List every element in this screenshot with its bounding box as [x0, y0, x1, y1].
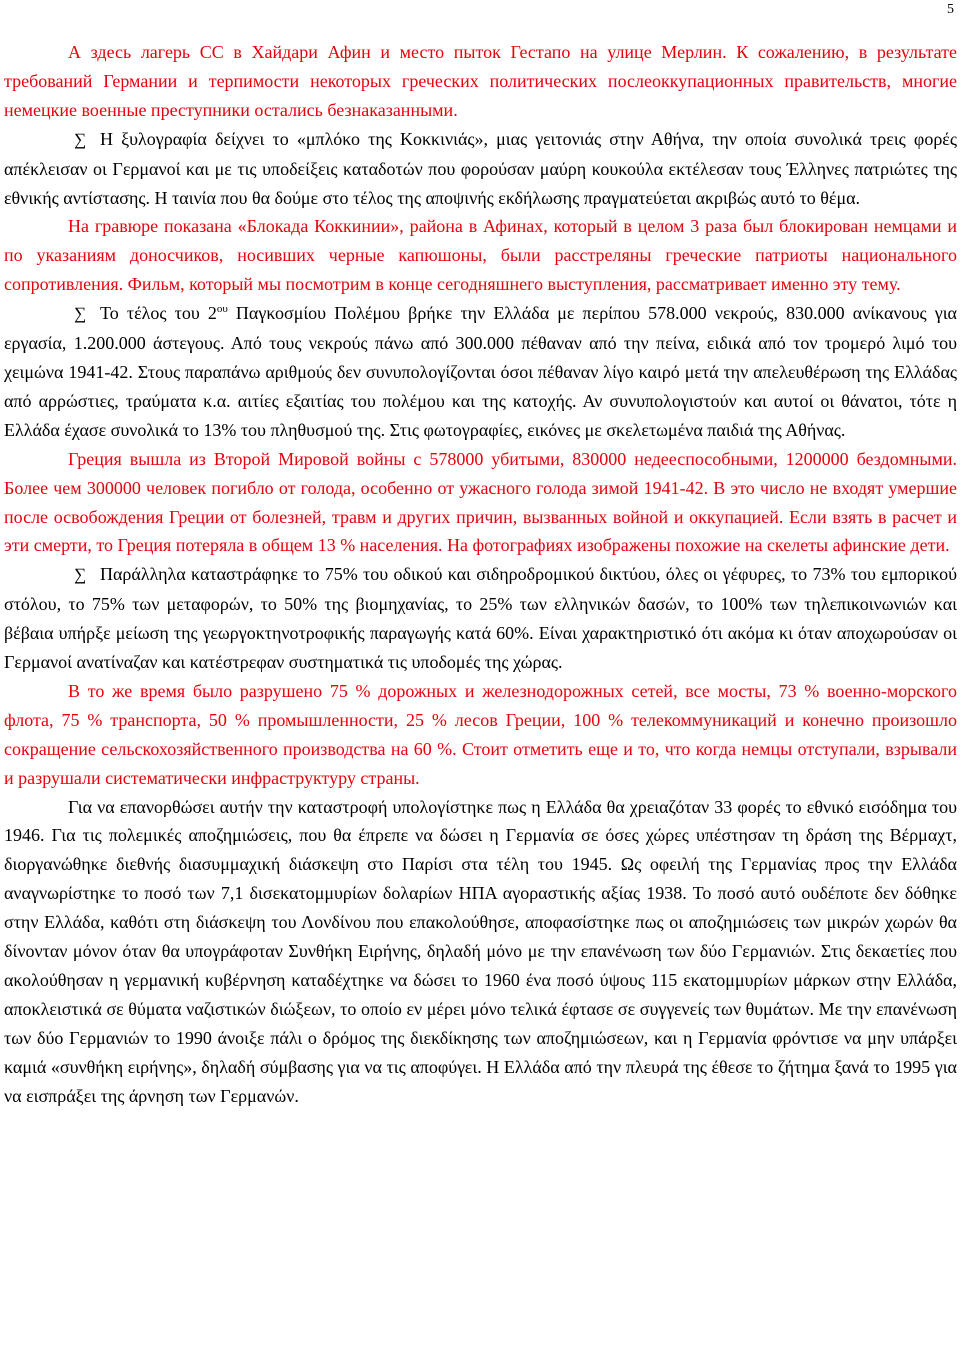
- document-body: [4, 38, 957, 1111]
- paragraph-russian-infrastructure: В то же время было разрушено 75 % дорожных и железнодорожных сетей, все мосты, 73 % военно-морского флота, 75 % транспорта, 50 % промышленности, 25 % лесов Греции, 100 % телекоммуникаций и конечно произошло сокращение сельскохозяйственного производства на 60 %. Стоит отметить еще и то, что когда немцы отступали, взрывали и разрушали систематически инфраструктуру страны.: [4, 680, 957, 788]
- paragraph-text-rest: Παγκοσμίου Πολέμου βρήκε την Ελλάδα με περίπου 578.000 νεκρούς, 830.000 ανίκανους για εργασία, 1.200.000 άστεγους. Από τους νεκρούς πάνω από 300.000 πέθαναν από την πείνα, ειδικά από τον τρομερό λιμό του χειμώνα 1941-42. Στους παραπάνω αριθμούς δεν συνυπολογίζονται όσοι πέθαναν λίγο καιρό μετά την απελευθέρωση της Ελλάδας από αρρώστιες, τραύματα κ.α. αιτίες εξαιτίας του πολέμου και της κατοχής. Αν συνυπολογιστούν και αυτοί οι θάνατοι, τότε η Ελλάδα έχασε συνολικά το 13% του πληθυσμού της. Στις φωτογραφίες, εικόνες με σκελετωμένα παιδιά της Αθήνας.: [4, 303, 957, 440]
- paragraph-russian-casualties: Греция вышла из Второй Мировой войны с 578000 убитыми, 830000 недееспособными, 1200000 бездомными. Более чем 300000 человек погибло от голода, особенно от ужасного голода зимой 1941-42. В это число не входят умершие после освобождения Греции от болезней, травм и других причин, вызванных войной и оккупацией. Если взять в расчет и эти смерти, то Греция потеряла в общем 13 % населения. На фотографиях изображены похожие на скелеты афинские дети.: [4, 448, 957, 556]
- bullet-sigma-icon: ∑: [74, 304, 87, 324]
- page-number: 5: [947, 2, 954, 17]
- ordinal-superscript: ου: [216, 303, 228, 316]
- bullet-sigma-icon: ∑: [74, 565, 87, 585]
- paragraph-greek-reparations: Για να επανορθώσει αυτήν την καταστροφή υπολογίστηκε πως η Ελλάδα θα χρειαζόταν 33 φορές το εθνικό εισόδημα του 1946. Για τις πολεμικές αποζημιώσεις, που θα έπρεπε να δώσει η Γερμανία σε όσες χώρες υπέστησαν τη δράση της Βέρμαχτ, διοργανώθηκε διεθνής διασυμμαχική διάσκεψη στο Παρίσι στα τέλη του 1945. Ως οφειλή της Γερμανίας προς την Ελλάδα αναγνωρίστηκε το ποσό των 7,1 δισεκατομμυρίων δολαρίων ΗΠΑ αγοραστικής αξίας 1938. Το ποσό αυτό ουδέποτε δεν δόθηκε στην Ελλάδα, καθότι στη διάσκεψη του Λονδίνου που επακολούθησε, αποφασίστηκε πως οι αποζημιώσεις των μικρών χωρών θα δίνονταν μόνον όταν θα υπογράφοταν Συνθήκη Ειρήνης, δηλαδή μόνο με την επανένωση των δύο Γερμανιών. Στις δεκαετίες που ακολούθησαν η γερμανική κυβέρνηση καταδέχτηκε να δώσει το 1960 ένα ποσό ύψους 115 εκατομμυρίων μάρκων στην Ελλάδα, αποκλειστικά σε θύματα ναζιστικών διώξεων, το οποίο εν μέρει μόνο τελικά έφτασε σε συγγενείς των θυμάτων. Με την επανένωση των δύο Γερμανιών το 1990 άνοιξε πάλι ο δρόμος της διεκδίκησης των αποζημιώσεων, και η Γερμανία φρόντισε να μην υπάρξει καμιά «συνθήκη ειρήνης», δηλαδή σύμβασης για να τις αποφύγει. Η Ελλάδα από την πλευρά της έθεσε το ζήτημα ξανά το 1995 για να εισπράξει της άρνηση των Γερμανών.: [4, 796, 957, 1106]
- paragraph-greek-kokkinia: [4, 125, 957, 213]
- paragraph-russian-haidari: А здесь лагерь СС в Хайдари Афин и место пыток Гестапо на улице Мерлин. К сожалению, в результате требований Германии и терпимости некоторых греческих политических послеоккупационных правительств, многие немецкие военные преступники остались безнаказанными.: [4, 42, 957, 120]
- paragraph-russian-kokkinia: На гравюре показана «Блокада Коккинии», района в Афинах, который в целом 3 раза был блокирован немцами и по указаниям доносчиков, носивших черные капюшоны, были расстреляны греческие патриоты национального сопротивления. Фильм, который мы посмотрим в конце сегодняшнего выступления, рассматривает именно эту тему.: [4, 216, 957, 295]
- paragraph-greek-casualties: [4, 299, 957, 445]
- paragraph-greek-infrastructure: [4, 560, 957, 677]
- paragraph-text: Παράλληλα καταστράφηκε το 75% του οδικού και σιδηροδρομικού δικτύου, όλες οι γέφυρες, το 73% του εμπορικού στόλου, το 75% των μεταφορών, το 50% της βιομηχανίας, το 25% των ελληνικών δασών, το 100% των τηλεπικοινωνιών και βέβαια υπήρξε μείωση της γεωργοκτηνοτροφικής παραγωγής κατά 60%. Είναι χαρακτηριστικό ότι ακόμα κι όταν αποχωρούσαν οι Γερμανοί ανατίναζαν και κατέστρεφαν συστηματικά τις υποδομές της χώρας.: [4, 564, 957, 673]
- paragraph-text: Η ξυλογραφία δείχνει το «μπλόκο της Κοκκινιάς», μιας γειτονιάς στην Αθήνα, την οποία συνολικά τρεις φορές απέκλεισαν οι Γερμανοί και με τις υποδείξεις καταδοτών που φορούσαν μαύρη κουκούλα εκτέλεσαν τους Έλληνες πατριώτες της εθνικής αντίστασης. Η ταινία που θα δούμε στο τέλος της αποψινής εκδήλωσης πραγματεύεται ακριβώς αυτό το θέμα.: [4, 128, 957, 208]
- bullet-sigma-icon: ∑: [74, 129, 87, 149]
- paragraph-text-start: Το τέλος του 2: [100, 303, 217, 324]
